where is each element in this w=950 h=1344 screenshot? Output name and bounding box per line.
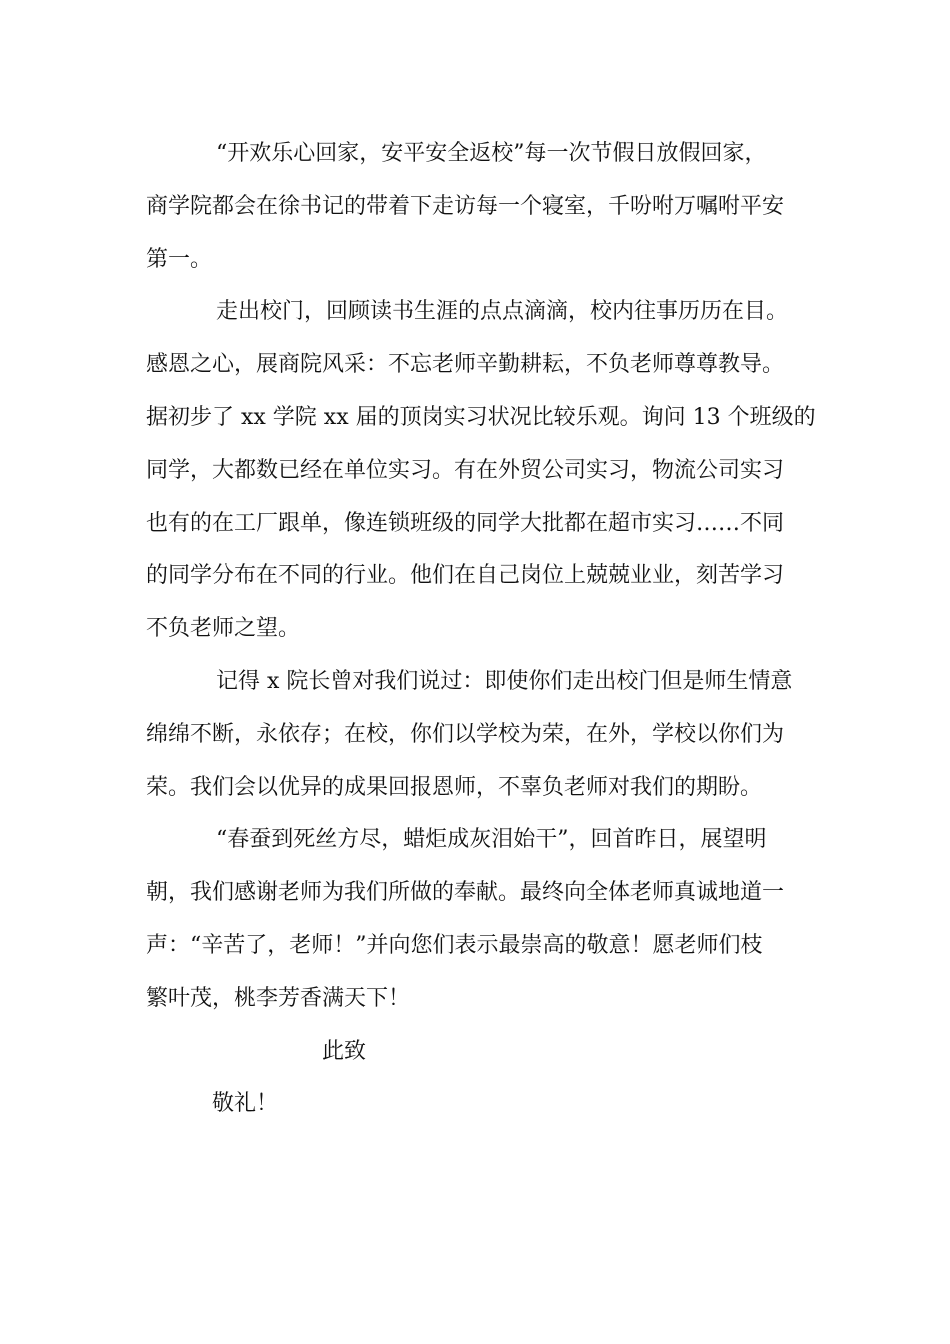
text-line: 繁叶茂，桃李芳香满天下！ [146,985,411,1011]
text-line: 商学院都会在徐书记的带着下走访每一个寝室，千吩咐万嘱咐平安 [146,193,785,219]
paragraph-3 [146,656,808,814]
text-line: 记得 x 院长曾对我们说过：即使你们走出校门但是师生情意 [216,668,793,694]
text-line: “春蚕到死丝方尽，蜡炬成灰泪始干”，回首昨日，展望明 [216,827,767,853]
closing-text: 此致 [322,1038,367,1064]
closing-block [146,1026,808,1132]
text-line: 感恩之心，展商院风采：不忘老师辛勤耕耘，不负老师尊尊教导。 [146,352,785,378]
text-line: 绵绵不断，永依存；在校，你们以学校为荣，在外，学校以你们为 [146,721,785,747]
paragraph-4 [146,814,808,1025]
text-line: “开欢乐心回家，安平安全返校”每一次节假日放假回家， [216,141,767,166]
text-line: 朝，我们感谢老师为我们所做的奉献。最终向全体老师真诚地道一 [146,880,785,906]
text-line: 荣。我们会以优异的成果回报恩师，不辜负老师对我们的期盼。 [146,774,763,800]
text-line: 声：“辛苦了，老师！”并向您们表示最崇高的敬意！愿老师们枝 [146,932,763,958]
text-line: 第一。 [146,246,213,272]
text-line: 不负老师之望。 [146,616,301,642]
text-line: 据初步了 xx 学院 xx 届的顶岗实习状况比较乐观。询问 13 个班级的 [146,404,816,430]
text-line: 走出校门，回顾读书生涯的点点滴滴，校内往事历历在目。 [216,299,789,325]
paragraph-1 [146,128,808,286]
text-line: 也有的在工厂跟单，像连锁班级的同学大批都在超市实习……不同 [146,510,785,536]
salutation-text: 敬礼！ [212,1091,279,1117]
text-line: 的同学分布在不同的行业。他们在自己岗位上兢兢业业，刻苦学习 [146,563,785,589]
letter-body [146,128,816,1131]
paragraph-2 [146,286,816,656]
text-line: 同学，大都数已经在单位实习。有在外贸公司实习，物流公司实习 [146,457,785,483]
